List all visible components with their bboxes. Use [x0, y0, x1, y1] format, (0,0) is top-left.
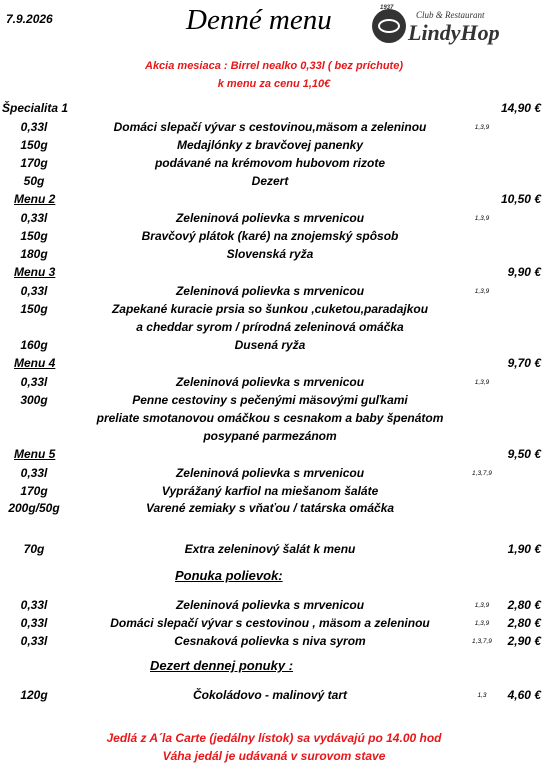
menu-item: [0, 375, 548, 393]
item-quantity: 200g/50g: [8, 501, 60, 515]
item-description: Bravčový plátok (karé) na znojemský spôsob: [141, 229, 399, 243]
restaurant-logo: [372, 6, 508, 48]
item-quantity: 150g: [20, 229, 48, 243]
item-allergens: 1,3,9: [474, 124, 490, 131]
item-price: 4,60 €: [507, 688, 541, 702]
item-description: posypané parmezánom: [203, 429, 337, 443]
menu-name: Menu 4: [14, 356, 56, 370]
soup-item: [0, 598, 548, 616]
item-quantity: 0,33l: [20, 375, 48, 389]
menu-header: [0, 356, 548, 374]
dessert-heading: Dezert dennej ponuky :: [150, 658, 294, 673]
menu-item: [0, 302, 548, 320]
extra-item: [0, 542, 548, 560]
menu-item: [0, 211, 548, 229]
menu-price: 9,90 €: [507, 265, 541, 279]
item-description: Dezert: [251, 174, 289, 188]
menu-price: 14,90 €: [500, 101, 541, 115]
menu-item: [0, 429, 548, 447]
menu-price: 9,50 €: [507, 447, 541, 461]
item-description: Cesnaková polievka s niva syrom: [174, 634, 366, 648]
dessert-item: [0, 688, 548, 706]
item-allergens: 1,3,9: [474, 620, 490, 627]
menu-name: Menu 2: [14, 192, 56, 206]
menu-price: 9,70 €: [507, 356, 541, 370]
item-quantity: 0,33l: [20, 466, 48, 480]
item-description: Vyprážaný karfiol na miešanom šaláte: [161, 484, 379, 498]
logo-name: LindyHop: [408, 20, 500, 45]
item-description: Zeleninová polievka s mrvenicou: [175, 598, 365, 612]
menu-name: Špecialita 1: [2, 101, 69, 115]
menu-item: [0, 156, 548, 174]
footer-line-1: Jedlá z A´la Carte (jedálny lístok) sa vydávajú po 14.00 hod: [106, 731, 442, 745]
menu-item: [0, 466, 548, 484]
item-quantity: 170g: [20, 156, 48, 170]
item-allergens: 1,3,7,9: [472, 638, 492, 645]
item-description: Zeleninová polievka s mrvenicou: [175, 284, 365, 298]
menu-item: [0, 501, 548, 519]
menu-header: [0, 447, 548, 465]
soup-item: [0, 634, 548, 652]
item-description: a cheddar syrom / prírodná zeleninová omáčka: [136, 320, 404, 334]
item-price: 2,80 €: [507, 616, 541, 630]
soup-item: [0, 616, 548, 634]
menu-header: [0, 265, 548, 283]
promo-line-2: k menu za cenu 1,10€: [217, 78, 331, 90]
item-quantity: 70g: [23, 542, 45, 556]
item-quantity: 160g: [20, 338, 48, 352]
item-description: Domáci slepačí vývar s cestovinou,mäsom a zeleninou: [113, 120, 427, 134]
menu-item: [0, 338, 548, 356]
menu-item: [0, 320, 548, 338]
item-description: Slovenská ryža: [226, 247, 314, 261]
item-description: Čokoládovo - malinový tart: [192, 688, 348, 702]
item-description: Extra zeleninový šalát k menu: [184, 542, 356, 556]
logo-year: 1937: [380, 5, 394, 11]
item-quantity: 0,33l: [20, 284, 48, 298]
menu-item: [0, 120, 548, 138]
item-description: podávané na krémovom hubovom rizote: [154, 156, 386, 170]
item-price: 2,90 €: [507, 634, 541, 648]
item-allergens: 1,3,9: [474, 288, 490, 295]
item-quantity: 150g: [20, 302, 48, 316]
item-quantity: 180g: [20, 247, 48, 261]
logo-subtitle: Club & Restaurant: [416, 10, 485, 20]
item-allergens: 1,3,9: [474, 215, 490, 222]
item-description: Medajlónky z bravčovej panenky: [176, 138, 364, 152]
menu-item: [0, 484, 548, 502]
item-description: Zapekané kuracie prsia so šunkou ,cuketou,paradajkou: [111, 302, 429, 316]
item-quantity: 50g: [23, 174, 45, 188]
menu-price: 10,50 €: [500, 192, 541, 206]
menu-item: [0, 229, 548, 247]
item-description: Dusená ryža: [234, 338, 306, 352]
item-quantity: 0,33l: [20, 211, 48, 225]
item-allergens: 1,3,7,9: [472, 470, 492, 477]
item-quantity: 150g: [20, 138, 48, 152]
item-description: Zeleninová polievka s mrvenicou: [175, 466, 365, 480]
item-quantity: 0,33l: [20, 616, 48, 630]
item-quantity: 120g: [20, 688, 48, 702]
item-quantity: 0,33l: [20, 598, 48, 612]
item-quantity: 0,33l: [20, 120, 48, 134]
menu-name: Menu 3: [14, 265, 56, 279]
footer-line-2: Váha jedál je udávaná v surovom stave: [162, 749, 386, 763]
page-title: Denné menu: [186, 4, 332, 36]
menu-item: [0, 411, 548, 429]
menu-date: 7.9.2026: [6, 12, 53, 26]
item-description: Penne cestoviny s pečenými mäsovými guľkami: [132, 393, 408, 407]
item-allergens: 1,3: [477, 692, 487, 699]
item-description: Zeleninová polievka s mrvenicou: [175, 211, 365, 225]
menu-item: [0, 247, 548, 265]
item-allergens: 1,3,9: [474, 379, 490, 386]
soups-heading: Ponuka polievok:: [175, 568, 283, 583]
logo-emblem-icon: [372, 9, 406, 43]
promo-line-1: Akcia mesiaca : Birrel nealko 0,33l ( bez príchute): [145, 60, 403, 72]
item-quantity: 300g: [20, 393, 48, 407]
menu-item: [0, 138, 548, 156]
item-quantity: 0,33l: [20, 634, 48, 648]
item-description: Zeleninová polievka s mrvenicou: [175, 375, 365, 389]
menu-header: [0, 101, 548, 119]
item-price: 2,80 €: [507, 598, 541, 612]
menu-name: Menu 5: [14, 447, 56, 461]
item-quantity: 170g: [20, 484, 48, 498]
item-price: 1,90 €: [507, 542, 541, 556]
item-description: preliate smotanovou omáčkou s cesnakom a baby špenátom: [96, 411, 444, 425]
menu-header: [0, 192, 548, 210]
menu-item: [0, 284, 548, 302]
item-description: Domáci slepačí vývar s cestovinou , mäsom a zeleninou: [110, 616, 430, 630]
item-allergens: 1,3,9: [474, 602, 490, 609]
menu-item: [0, 393, 548, 411]
menu-item: [0, 174, 548, 192]
item-description: Varené zemiaky s vňaťou / tatárska omáčka: [145, 501, 395, 515]
